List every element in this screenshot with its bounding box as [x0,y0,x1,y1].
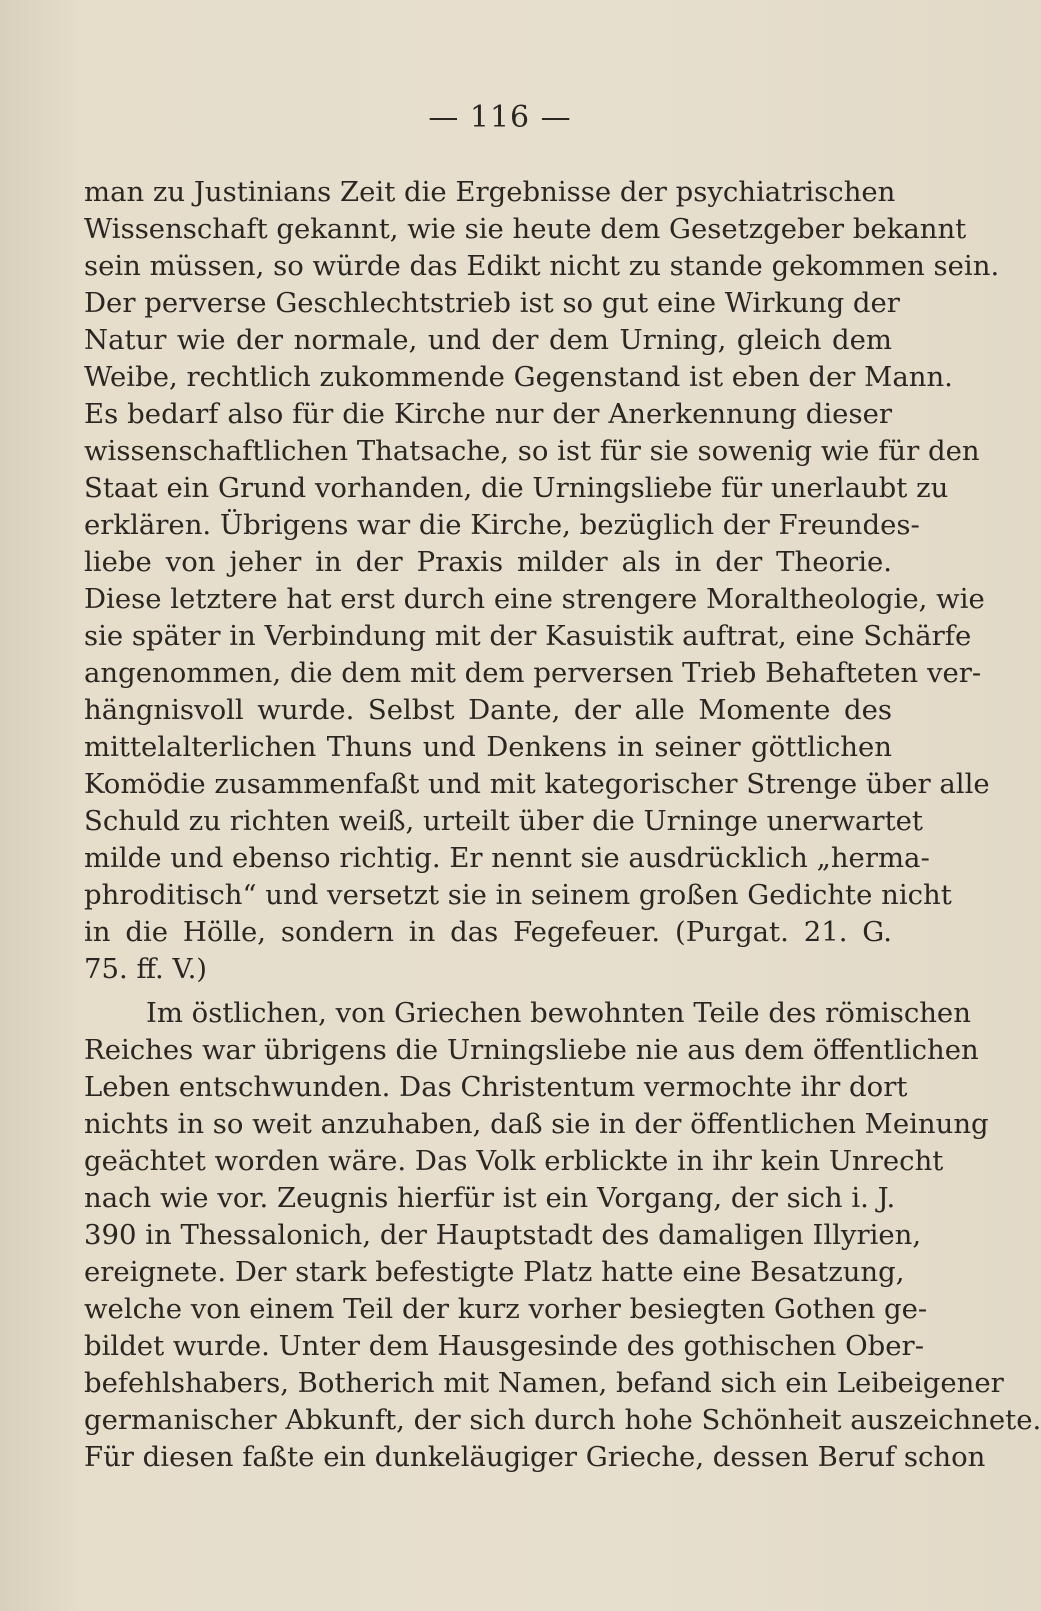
text-line: Weibe, rechtlich zukommende Gegenstand ist eben der Mann. [84,361,953,393]
text-line: Natur wie der normale, und der dem Urning, gleich dem [84,324,892,356]
text-line: hängnisvoll wurde. Selbst Dante, der alle Momente des [84,694,892,726]
text-line: befehlshabers, Botherich mit Namen, befand sich ein Leibeigener [84,1367,1004,1399]
text-line: sein müssen, so würde das Edikt nicht zu stande gekommen sein. [84,250,1000,282]
text-line: erklären. Übrigens war die Kirche, bezüglich der Freundes- [84,509,920,541]
text-line: milde und ebenso richtig. Er nennt sie ausdrücklich „herma- [84,842,930,874]
text-line: mittelalterlichen Thuns und Denkens in seiner göttlichen [84,731,892,763]
text-line: Reiches war übrigens die Urningsliebe nie aus dem öffentlichen [84,1034,979,1066]
paragraph-2 [84,995,1041,1476]
text-line: man zu Justinians Zeit die Ergebnisse der psychiatrischen [84,176,896,208]
text-line: angenommen, die dem mit dem perversen Trieb Behafteten ver- [84,657,982,689]
text-line: Der perverse Geschlechtstrieb ist so gut eine Wirkung der [84,287,900,319]
body-text [84,174,1041,1476]
text-line: sie später in Verbindung mit der Kasuistik auftrat, eine Schärfe [84,620,972,652]
text-line: Wissenschaft gekannt, wie sie heute dem Gesetzgeber bekannt [84,213,967,245]
text-line: bildet wurde. Unter dem Hausgesinde des gothischen Ober- [84,1330,924,1362]
text-line: germanischer Abkunft, der sich durch hohe Schönheit auszeichnete. [84,1404,1041,1436]
text-line: nichts in so weit anzuhaben, daß sie in der öffentlichen Meinung [84,1108,989,1140]
text-line: phroditisch“ und versetzt sie in seinem großen Gedichte nicht [84,879,952,911]
text-line: Im östlichen, von Griechen bewohnten Teile des römischen [146,997,971,1029]
text-line: nach wie vor. Zeugnis hierfür ist ein Vorgang, der sich i. J. [84,1182,896,1214]
text-line: welche von einem Teil der kurz vorher besiegten Gothen ge- [84,1293,928,1325]
text-line: Staat ein Grund vorhanden, die Urningsliebe für unerlaubt zu [84,472,949,504]
text-line: Leben entschwunden. Das Christentum vermochte ihr dort [84,1071,908,1103]
text-line: Diese letztere hat erst durch eine strengere Moraltheologie, wie [84,583,985,615]
text-line: wissenschaftlichen Thatsache, so ist für sie sowenig wie für den [84,435,980,467]
text-line: Schuld zu richten weiß, urteilt über die Urninge unerwartet [84,805,923,837]
paragraph-1 [84,174,1000,988]
text-line: 75. ff. V.) [84,953,208,985]
text-line: 390 in Thessalonich, der Hauptstadt des damaligen Illyrien, [84,1219,922,1251]
text-line: in die Hölle, sondern in das Fegefeuer. (Purgat. 21. G. [84,916,892,948]
page-number: — 116 — [428,100,572,135]
text-line: liebe von jeher in der Praxis milder als in der Theorie. [84,546,892,578]
text-line: Es bedarf also für die Kirche nur der Anerkennung dieser [84,398,892,430]
text-line: Komödie zusammenfaßt und mit kategorischer Strenge über alle [84,768,990,800]
text-line: ereignete. Der stark befestigte Platz hatte eine Besatzung, [84,1256,905,1288]
text-line: geächtet worden wäre. Das Volk erblickte in ihr kein Unrecht [84,1145,944,1177]
text-line: Für diesen faßte ein dunkeläugiger Grieche, dessen Beruf schon [84,1441,986,1473]
